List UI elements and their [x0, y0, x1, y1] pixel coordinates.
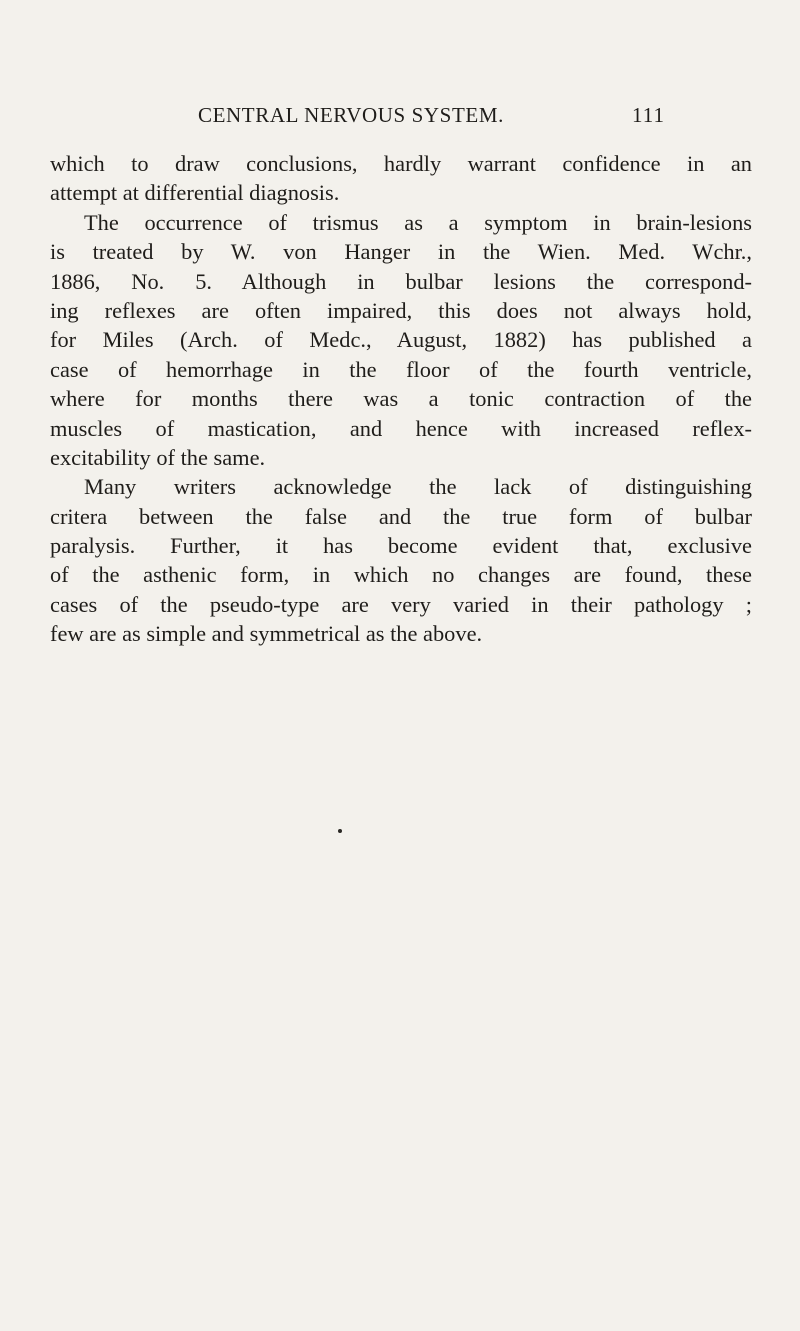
text-line: paralysis. Further, it has become evident that, exclusive [50, 533, 752, 559]
text-line: cases of the pseudo-type are very varied in their pathology ; [50, 591, 752, 617]
text-line: few are as simple and symmetrical as the above. [50, 621, 483, 647]
text-line: where for months there was a tonic contraction of the [50, 386, 752, 412]
text-line: which to draw conclusions, hardly warrant confidence in an [50, 151, 752, 176]
running-title: CENTRAL NERVOUS SYSTEM. [198, 103, 504, 127]
text-line: muscles of mastication, and hence with increased reflex- [50, 415, 752, 441]
body-text [50, 149, 752, 649]
text-line: excitability of the same. [50, 444, 266, 470]
ink-speck [338, 829, 342, 833]
text-line: 1886, No. 5. Although in bulbar lesions the correspond- [50, 268, 752, 294]
page-number: 111 [632, 103, 665, 127]
text-line: critera between the false and the true form of bulbar [50, 503, 752, 529]
text-line: Many writers acknowledge the lack of distinguishing [84, 474, 752, 500]
text-line: ing reflexes are often impaired, this does not always hold, [50, 297, 752, 323]
text-line: for Miles (Arch. of Medc., August, 1882) has published a [50, 327, 752, 353]
text-line: is treated by W. von Hanger in the Wien. Med. Wchr., [50, 239, 752, 265]
text-line: attempt at differential diagnosis. [50, 180, 340, 206]
running-head [0, 103, 800, 133]
text-line: of the asthenic form, in which no changes are found, these [50, 562, 752, 588]
text-line: The occurrence of trismus as a symptom in brain-lesions [84, 209, 752, 235]
text-line: case of hemorrhage in the floor of the fourth ventricle, [50, 356, 752, 382]
